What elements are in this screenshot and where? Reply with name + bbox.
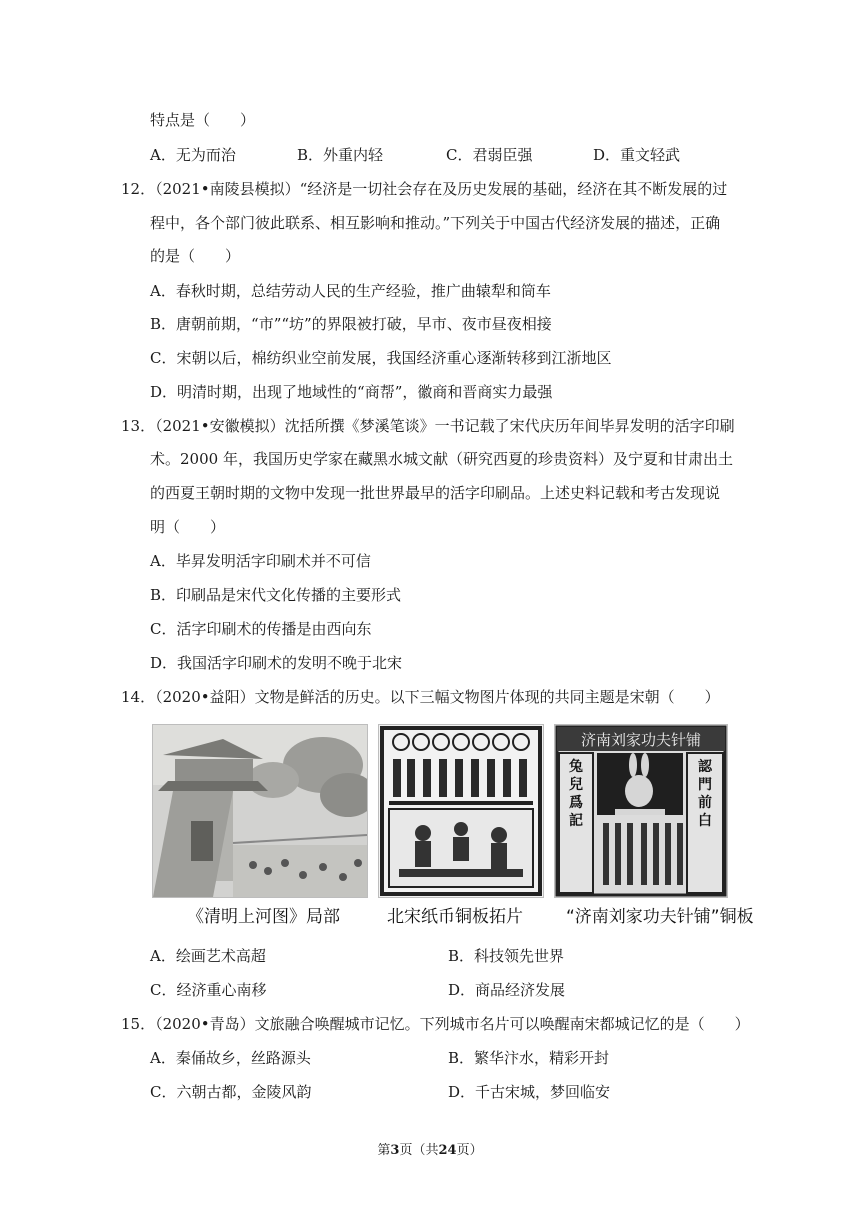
svg-text:記: 記	[569, 813, 583, 829]
question-13-option-a: A．毕昇发明活字印刷术并不可信	[150, 552, 371, 570]
question-15-option-b: B．繁华汴水，精彩开封	[448, 1049, 610, 1067]
page-footer	[0, 1139, 860, 1158]
question-15-option-d: D．千古宋城，梦回临安	[448, 1083, 611, 1101]
question-15-option-c: C．六朝古都，金陵风韵	[150, 1083, 312, 1101]
question-14-option-c: C．经济重心南移	[150, 981, 267, 999]
question-12-line-3: 的是（ ）	[150, 247, 241, 265]
question-13-option-c: C．活字印刷术的传播是由西向东	[150, 620, 372, 638]
question-14-stem: 14．（2020•益阳）文物是鲜活的历史。以下三幅文物图片体现的共同主题是宋朝（ ）	[121, 688, 720, 706]
footer-page-number: 3	[390, 1143, 400, 1158]
question-15-stem: 15．（2020•青岛）文旅融合唤醒城市记忆。下列城市名片可以唤醒南宋都城记忆的是（ ）	[121, 1015, 750, 1033]
svg-text:前: 前	[698, 795, 712, 811]
question-14-option-a: A．绘画艺术高超	[150, 947, 266, 965]
paper-money-illustration	[379, 725, 543, 897]
footer-prefix: 第	[377, 1143, 391, 1158]
question-13-line-2: 术。2000 年，我国历史学家在藏黑水城文献（研究西夏的珍贵资料）及宁夏和甘肃出土	[150, 450, 733, 468]
question-13-line-4: 明（ ）	[150, 518, 226, 536]
needle-shop-plate-title: 济南刘家功夫针铺	[580, 731, 702, 749]
option-a: A．无为而治	[150, 146, 236, 164]
needle-shop-plate-image	[554, 724, 728, 898]
footer-total-pages: 24	[438, 1143, 457, 1158]
question-12-option-a: A．春秋时期，总结劳动人民的生产经验，推广曲辕犁和筒车	[150, 282, 551, 300]
caption-paper-money: 北宋纸币铜板拓片	[387, 907, 523, 927]
question-12-option-c: C．宋朝以后，棉纺织业空前发展，我国经济重心逐渐转移到江浙地区	[150, 349, 612, 367]
question-13-option-b: B．印刷品是宋代文化传播的主要形式	[150, 586, 402, 604]
caption-qingming: 《清明上河图》局部	[187, 907, 340, 927]
song-paper-money-rubbing-image	[378, 724, 544, 898]
option-b: B．外重内轻	[297, 146, 384, 164]
question-13-line-1: 13．（2021•安徽模拟）沈括所撰《梦溪笔谈》一书记载了宋代庆历年间毕昇发明的活字印刷	[121, 417, 735, 435]
svg-text:兒: 兒	[569, 777, 583, 793]
question-14-option-d: D．商品经济发展	[448, 981, 566, 999]
svg-text:兔: 兔	[569, 759, 583, 775]
option-d: D．重文轻武	[593, 146, 681, 164]
qingming-painting-image	[152, 724, 368, 898]
footer-mid: 页（共	[399, 1143, 439, 1158]
caption-needle-plate: “济南刘家功夫针铺”铜板	[566, 907, 754, 927]
question-12-line-1: 12．（2021•南陵县模拟）“经济是一切社会存在及历史发展的基础，经济在其不断发展的过	[121, 180, 728, 198]
svg-text:爲: 爲	[569, 795, 583, 811]
question-stem-tail: 特点是（ ）	[150, 111, 256, 129]
footer-suffix: 页）	[456, 1143, 483, 1158]
svg-text:門: 門	[698, 777, 712, 793]
question-15-option-a: A．秦俑故乡，丝路源头	[150, 1049, 311, 1067]
option-c: C．君弱臣强	[446, 146, 533, 164]
qingming-painting-illustration	[153, 725, 367, 897]
svg-text:白: 白	[698, 813, 712, 829]
question-12-line-2: 程中，各个部门彼此联系、相互影响和推动。”下列关于中国古代经济发展的描述，正确	[150, 214, 721, 232]
question-12-option-b: B．唐朝前期，“市”“坊”的界限被打破，早市、夜市昼夜相接	[150, 315, 552, 333]
svg-text:認: 認	[698, 759, 712, 775]
question-13-option-d: D．我国活字印刷术的发明不晚于北宋	[150, 654, 403, 672]
needle-shop-plate-illustration	[555, 725, 727, 897]
question-14-option-b: B．科技领先世界	[448, 947, 565, 965]
question-13-line-3: 的西夏王朝时期的文物中发现一批世界最早的活字印刷品。上述史料记载和考古发现说	[150, 484, 721, 502]
question-12-option-d: D．明清时期，出现了地域性的“商帮”，徽商和晋商实力最强	[150, 383, 553, 401]
